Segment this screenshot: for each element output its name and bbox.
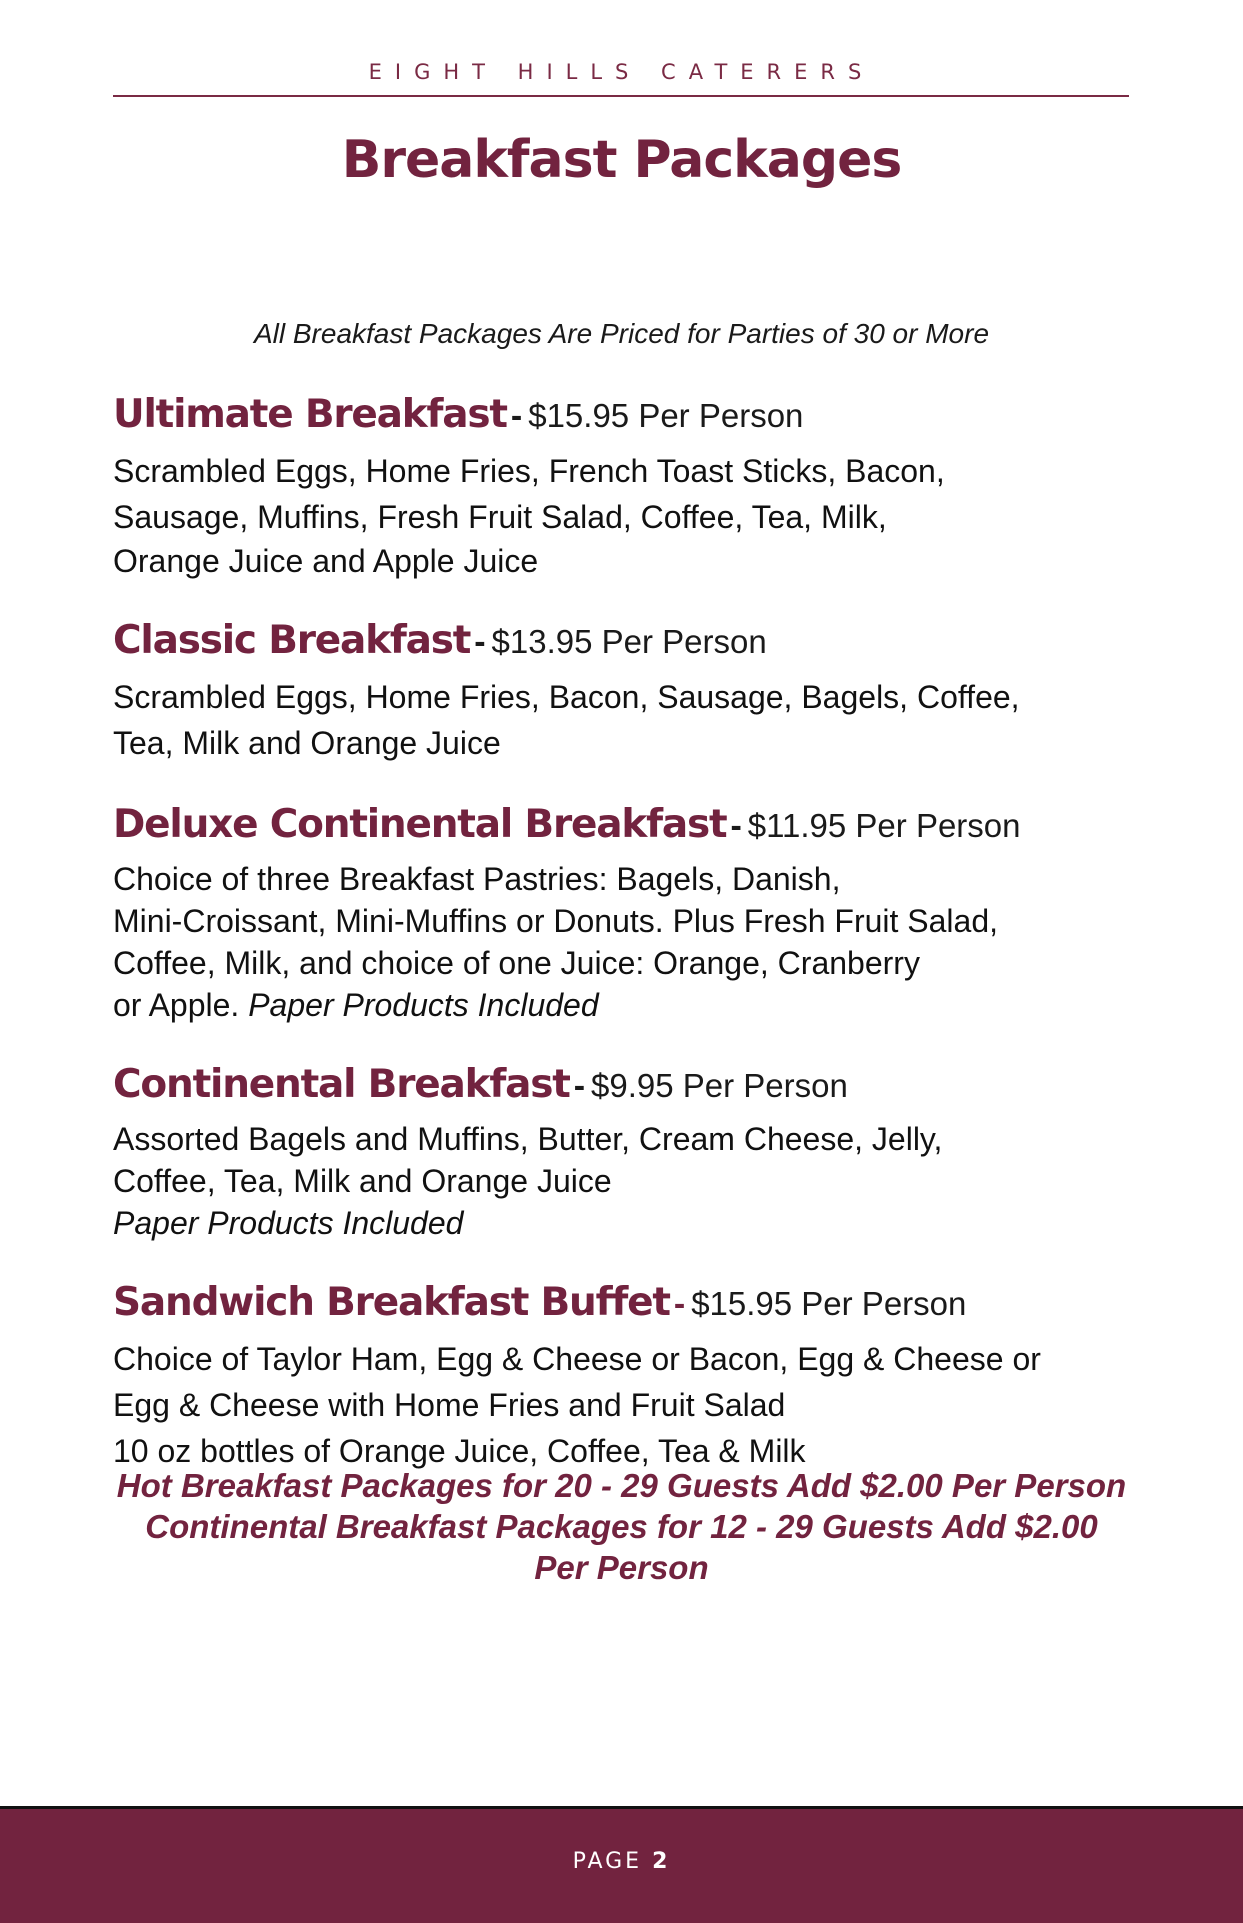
surcharge-hot: Hot Breakfast Packages for 20 - 29 Guests Add $2.00 Per Person (116, 1467, 1127, 1504)
package-heading (113, 616, 1133, 674)
package-list (113, 390, 1133, 1508)
package-heading (113, 1278, 1133, 1336)
package-description-line: Egg & Cheese with Home Fries and Fruit Salad (113, 1387, 786, 1423)
package-description-text: or Apple. (113, 987, 240, 1023)
page-footer (0, 1806, 1243, 1923)
package-description-line (113, 984, 1133, 1026)
page-number (0, 1849, 1243, 1874)
package-description-line: Choice of Taylor Ham, Egg & Cheese or Bacon, Egg & Cheese or (113, 1341, 1041, 1377)
package-separator: - (474, 623, 486, 661)
surcharge-continental-cont: Per Person (534, 1549, 709, 1586)
package-description-line: Assorted Bagels and Muffins, Butter, Cream Cheese, Jelly, (113, 1121, 943, 1157)
package-heading (113, 1060, 1133, 1118)
brand-header: EIGHT HILLS CATERERS (368, 60, 875, 84)
package-ultimate-breakfast (113, 390, 1133, 582)
package-heading (113, 800, 1133, 858)
page-title: Breakfast Packages (341, 130, 902, 190)
package-name: Sandwich Breakfast Buffet (113, 1280, 670, 1325)
package-price: $15.95 Per Person (528, 397, 804, 434)
package-sandwich-breakfast-buffet (113, 1278, 1133, 1474)
package-description-line: Coffee, Milk, and choice of one Juice: Orange, Cranberry (113, 945, 920, 981)
package-separator: - (573, 1067, 586, 1105)
package-price: $13.95 Per Person (491, 623, 767, 660)
page-label: PAGE (572, 1849, 643, 1874)
surcharge-continental: Continental Breakfast Packages for 12 - 29 Guests Add $2.00 (145, 1508, 1098, 1545)
package-name: Ultimate Breakfast (113, 392, 507, 437)
package-separator: - (510, 397, 523, 435)
package-description-line: Scrambled Eggs, Home Fries, Bacon, Sausage, Bagels, Coffee, (113, 679, 1020, 715)
page-number-value: 2 (652, 1849, 671, 1874)
package-name: Deluxe Continental Breakfast (113, 802, 727, 847)
package-name: Classic Breakfast (113, 618, 471, 663)
package-note: Paper Products Included (248, 987, 599, 1023)
package-price: $15.95 Per Person (691, 1285, 967, 1322)
surcharge-notice (0, 1465, 1243, 1588)
package-description-line: Orange Juice and Apple Juice (113, 543, 539, 579)
package-note: Paper Products Included (113, 1205, 464, 1241)
package-description-line: Sausage, Muffins, Fresh Fruit Salad, Coffee, Tea, Milk, (113, 499, 887, 535)
package-price: $9.95 Per Person (591, 1067, 848, 1104)
package-deluxe-continental-breakfast (113, 800, 1133, 1026)
package-description-line: Tea, Milk and Orange Juice (113, 725, 501, 761)
package-price: $11.95 Per Person (747, 807, 1021, 844)
package-separator: - (673, 1285, 686, 1323)
pricing-note: All Breakfast Packages Are Priced for Parties of 30 or More (253, 318, 990, 349)
package-description-line: Choice of three Breakfast Pastries: Bagels, Danish, (113, 861, 841, 897)
package-description-line: 10 oz bottles of Orange Juice, Coffee, Tea & Milk (113, 1433, 806, 1469)
package-separator: - (730, 807, 742, 845)
package-heading (113, 390, 1133, 448)
package-description-line: Mini-Croissant, Mini-Muffins or Donuts. Plus Fresh Fruit Salad, (113, 903, 999, 939)
package-continental-breakfast (113, 1060, 1133, 1244)
header-divider (113, 95, 1129, 97)
package-description-line: Coffee, Tea, Milk and Orange Juice (113, 1163, 612, 1199)
package-classic-breakfast (113, 616, 1133, 766)
package-name: Continental Breakfast (113, 1062, 570, 1107)
package-description-line: Scrambled Eggs, Home Fries, French Toast Sticks, Bacon, (113, 453, 945, 489)
